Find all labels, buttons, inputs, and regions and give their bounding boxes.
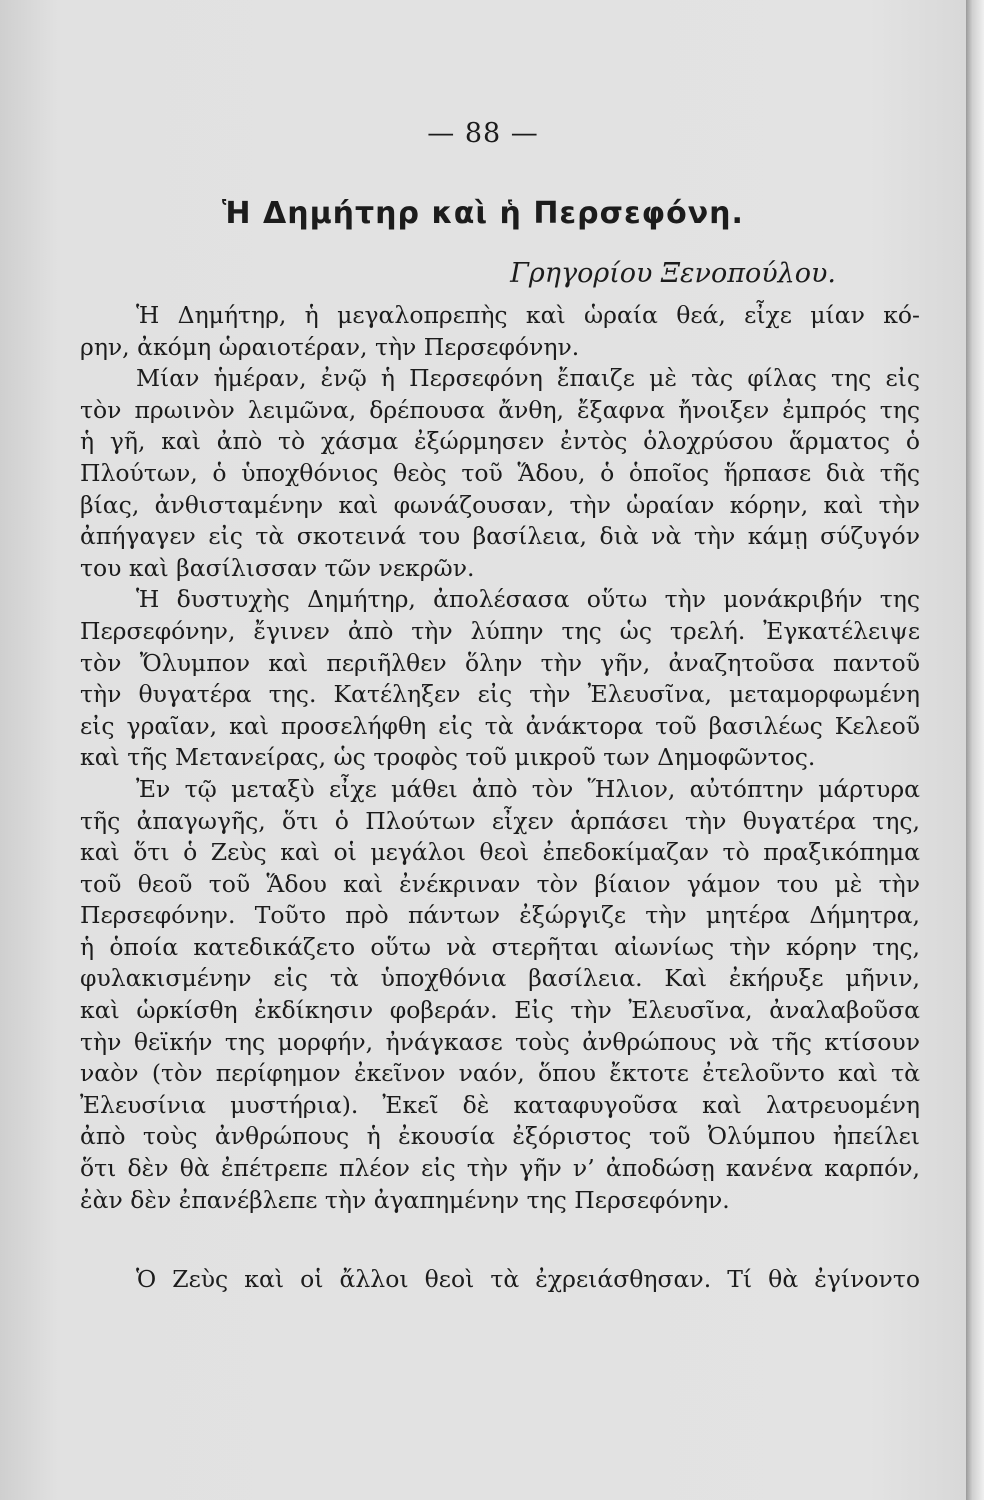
- text-line: του καὶ βασίλισσαν τῶν νεκρῶν.: [80, 553, 475, 582]
- text-line: τὴν θεϊκήν της μορφήν, ἠνάγκασε τοὺς ἀνθρώπους νὰ τῆς κτίσουν: [80, 1027, 920, 1056]
- text-line: Ἡ Δημήτηρ, ἡ μεγαλοπρεπὴς καὶ ὡραία θεά, εἶχε μίαν κό-: [136, 301, 920, 329]
- text-line: Μίαν ἡμέραν, ἐνῷ ἡ Περσεφόνη ἔπαιζε μὲ τὰς φίλας της εἰς: [136, 364, 920, 393]
- text-line: τὸν πρωινὸν λειμῶνα, δρέπουσα ἄνθη, ἔξαφνα ἤνοιξεν ἐμπρός της: [80, 395, 920, 424]
- text-line: Ἐλευσίνια μυστήρια). Ἐκεῖ δὲ καταφυγοῦσα καὶ λατρευομένη: [80, 1090, 920, 1119]
- text-line: τῆς ἀπαγωγῆς, ὅτι ὁ Πλούτων εἶχεν ἁρπάσει τὴν θυγατέρα της,: [80, 806, 920, 835]
- text-line: εἰς γραῖαν, καὶ προσελήφθη εἰς τὰ ἀνάκτορα τοῦ βασιλέως Κελεοῦ: [80, 711, 920, 740]
- text-line: τὸν Ὄλυμπον καὶ περιῆλθεν ὅλην τὴν γῆν, ἀναζητοῦσα παντοῦ: [80, 648, 920, 677]
- page-number: — 88 —: [427, 118, 539, 149]
- author-name: Γρηγορίου Ξενοπούλου.: [510, 258, 836, 289]
- text-line: βίας, ἀνθισταμένην καὶ φωνάζουσαν, τὴν ὡραίαν κόρην, καὶ τὴν: [80, 490, 920, 519]
- page-edge: [966, 0, 984, 1500]
- text-line: ἐὰν δὲν ἐπανέβλεπε τὴν ἀγαπημένην της Περσεφόνην.: [80, 1185, 730, 1214]
- text-line: ρην, ἀκόμη ὡραιοτέραν, τὴν Περσεφόνην.: [80, 332, 580, 361]
- text-line: ἀπὸ τοὺς ἀνθρώπους ἡ ἐκουσία ἐξόριστος τοῦ Ὀλύμπου ἠπείλει: [80, 1122, 920, 1151]
- text-line: τὴν θυγατέρα της. Κατέληξεν εἰς τὴν Ἐλευσῖνα, μεταμορφωμένη: [80, 680, 920, 709]
- body-text: [80, 300, 920, 1296]
- text-line: ὅτι δὲν θὰ ἐπέτρεπε πλέον εἰς τὴν γῆν ν’ ἀποδώσῃ κανένα καρπόν,: [80, 1154, 920, 1183]
- text-line: Ἡ δυστυχὴς Δημήτηρ, ἀπολέσασα οὕτω τὴν μονάκριβήν της: [136, 585, 920, 614]
- text-line: καὶ τῆς Μετανείρας, ὡς τροφὸς τοῦ μικροῦ των Δημοφῶντος.: [80, 743, 816, 772]
- text-line: Περσεφόνην. Τοῦτο πρὸ πάντων ἐξώργιζε τὴν μητέρα Δήμητρα,: [80, 901, 920, 930]
- text-line: καὶ ὅτι ὁ Ζεὺς καὶ οἱ μεγάλοι θεοὶ ἐπεδοκίμαζαν τὸ πραξικόπημα: [80, 838, 920, 867]
- text-line: τοῦ θεοῦ τοῦ Ἅδου καὶ ἐνέκριναν τὸν βίαιον γάμον του μὲ τὴν: [80, 869, 920, 898]
- text-line: Ὁ Ζεὺς καὶ οἱ ἄλλοι θεοὶ τὰ ἐχρειάσθησαν. Τί θὰ ἐγίνοντο: [136, 1265, 920, 1294]
- text-line: ἡ ὁποία κατεδικάζετο οὕτω νὰ στερῆται αἰωνίως τὴν κόρην της,: [80, 932, 920, 961]
- text-line: φυλακισμένην εἰς τὰ ὑποχθόνια βασίλεια. Καὶ ἐκήρυξε μῆνιν,: [80, 964, 920, 993]
- text-line: Ἐν τῷ μεταξὺ εἶχε μάθει ἀπὸ τὸν Ἥλιον, αὐτόπτην μάρτυρα: [136, 774, 920, 803]
- text-line: ἡ γῆ, καὶ ἀπὸ τὸ χάσμα ἐξώρμησεν ἐντὸς ὁλοχρύσου ἅρματος ὁ: [80, 427, 920, 456]
- text-line: Πλούτων, ὁ ὑποχθόνιος θεὸς τοῦ Ἅδου, ὁ ὁποῖος ἥρπασε διὰ τῆς: [80, 458, 920, 487]
- text-line: ναὸν (τὸν περίφημον ἐκεῖνον ναόν, ὅπου ἔκτοτε ἐτελοῦντο καὶ τὰ: [80, 1059, 920, 1088]
- text-line: καὶ ὡρκίσθη ἐκδίκησιν φοβεράν. Εἰς τὴν Ἐλευσῖνα, ἀναλαβοῦσα: [80, 996, 920, 1025]
- chapter-title: Ἡ Δημήτηρ καὶ ἡ Περσεφόνη.: [222, 196, 744, 231]
- text-line: ἀπήγαγεν εἰς τὰ σκοτεινά του βασίλεια, διὰ νὰ τὴν κάμῃ σύζυγόν: [80, 522, 920, 551]
- text-line: Περσεφόνην, ἔγινεν ἀπὸ τὴν λύπην της ὡς τρελή. Ἐγκατέλειψε: [80, 616, 920, 645]
